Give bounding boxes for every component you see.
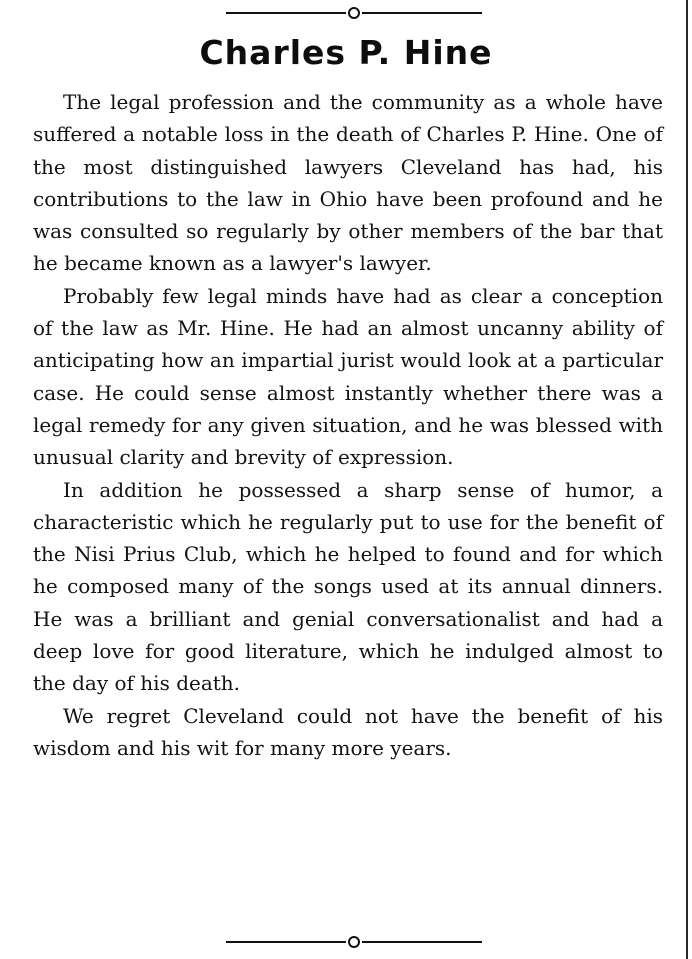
paragraph: We regret Cleveland could not have the benefit of his wisdom and his wit for many more years. xyxy=(33,703,663,760)
top-ornament-divider xyxy=(226,6,482,20)
paragraph: In addition he possessed a sharp sense of humor, a characteristic which he regularly put to use for the benefit of the Nisi Prius Club, which he helped to found and for which he composed many of the songs used at its annual dinners. He was a brilliant and genial conversationalist and had a deep love for good literature, which he indulged almost to the day of his death. xyxy=(33,477,663,696)
paragraph: The legal profession and the community as a whole have suffered a notable loss in the death of Charles P. Hine. One of the most distinguished lawyers Cleveland has had, his contributions to the law in Ohio have been profound and he was consulted so regularly by other members of the bar that he became known as a lawyer's lawyer. xyxy=(33,90,663,276)
column-rule xyxy=(686,0,688,959)
article-body xyxy=(33,86,663,764)
paragraph: Probably few legal minds have had as clear a conception of the law as Mr. Hine. He had an almost uncanny ability of anticipating how an impartial jurist would look at a particular case. He could sense almost instantly whether there was a legal remedy for any given situation, and he was blessed with unusual clarity and brevity of expression. xyxy=(33,283,663,470)
bottom-ornament-divider xyxy=(226,935,482,949)
article-headline: Charles P. Hine xyxy=(199,33,493,72)
